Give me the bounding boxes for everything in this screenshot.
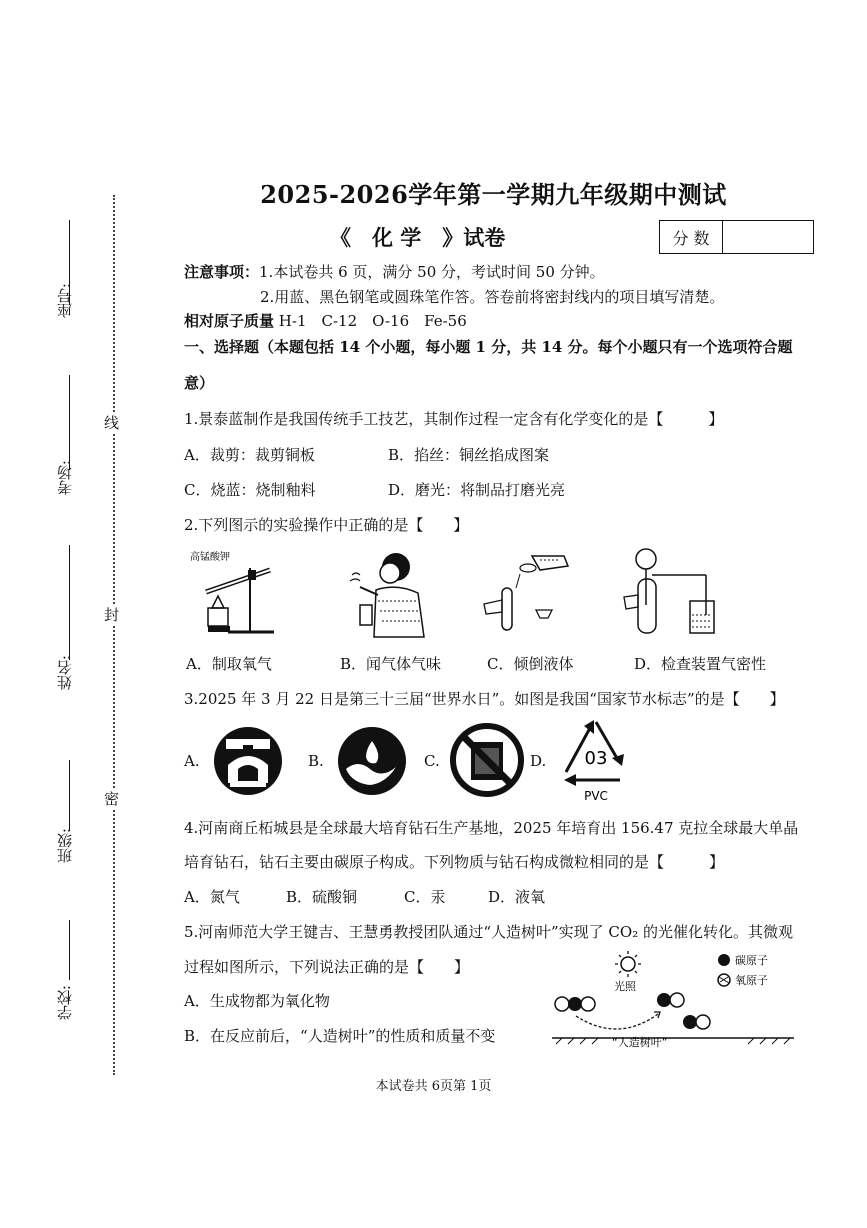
q3-option-a: A. [184,752,200,770]
q3-option-c: C. [424,752,440,770]
sun-icon [615,951,641,977]
q4-option-c: C．汞 [404,888,446,906]
q2-image-d [620,545,715,640]
school-line [69,920,70,980]
q3-option-d: D. [530,752,547,770]
q2-image-c [480,548,575,638]
class-label: 班级: [56,828,74,864]
q4-option-d: D．液氧 [488,888,546,906]
exam-room-label: 考场: [56,460,74,496]
q5-stem-1: 5.河南师范大学王键吉、王慧勇教授团队通过“人造树叶”实现了 CO₂ 的光催化转化。其微观 [184,923,793,941]
q2-option-b: B．闻气体气味 [340,655,442,673]
q5-option-b: B．在反应前后，“人造树叶”的性质和质量不变 [184,1027,496,1045]
q1-option-b: B．掐丝：铜丝掐成图案 [388,446,550,464]
q5-option-a: A．生成物都为氧化物 [184,992,330,1010]
seal-dotted-line [113,195,115,1075]
recycle-text: PVC [584,789,608,803]
seal-mark-secret: 密 [104,790,120,808]
section-heading: 一、选择题（本题包括 14 个小题，每小题 1 分，共 14 分。每个小题只有一个选项符合题 [184,338,793,356]
q2-image-a-label: 高锰酸钾 [190,552,230,563]
subject-line: 《 化 学 》试卷 [330,225,506,250]
o2-molecule [683,1015,710,1029]
q2-option-d: D．检查装置气密性 [634,655,767,673]
q2-image-a [188,548,278,638]
q4-stem-2: 培育钻石，钻石主要由碳原子构成。下列物质与钻石构成微粒相同的是【 】 [184,853,725,871]
page-footer: 本试卷共 6页第 1页 [375,1079,492,1094]
section-heading-cont: 意） [184,374,215,392]
legend-carbon-label: 碳原子 [735,954,768,967]
atomic-mass-line [184,310,467,331]
q3-image-c [449,722,525,798]
q4-option-b: B．硫酸铜 [286,888,358,906]
seat-label: 座号: [56,283,74,319]
q3-option-b: B. [308,752,324,770]
co2-molecule [555,997,595,1011]
legend-oxygen-label: 氧原子 [735,974,768,987]
q2-option-c: C．倾倒液体 [487,655,574,673]
q2-stem: 2.下列图示的实验操作中正确的是【 】 [184,516,469,534]
name-line [69,545,70,660]
legend-carbon-dot [718,954,730,966]
class-line [69,760,70,830]
atomic-mass-values: H-1 C-12 O-16 Fe-56 [278,312,467,330]
q3-image-b [336,725,408,797]
q1-option-d: D．磨光：将制品打磨光亮 [388,481,566,499]
notice-text-2: 2.用蓝、黑色钢笔或圆珠笔作答。答卷前将密封线内的项目填写清楚。 [260,288,725,306]
score-field[interactable] [723,221,813,253]
q4-stem-1: 4.河南商丘柘城县是全球最大培育钻石生产基地，2025 年培育出 156.47 克拉全球最大单晶 [184,819,799,837]
q2-image-b [338,545,433,640]
q3-image-a [212,725,284,797]
q3-stem: 3.2025 年 3 月 22 日是第三十三届“世界水日”。如图是我国“国家节水标志”的是【 】 [184,690,785,708]
notice-text-1: 1.本试卷共 6 页，满分 50 分，考试时间 50 分钟。 [259,263,605,281]
q5-stem-2: 过程如图所示，下列说法正确的是【 】 [184,958,470,976]
q2-option-a: A．制取氧气 [186,655,272,673]
seal-mark-line: 线 [104,414,120,432]
atomic-mass-label: 相对原子质量 [184,312,275,330]
q3-image-d-recycle [556,716,636,806]
seal-mark-seal: 封 [104,606,120,624]
name-label: 姓名: [56,655,74,691]
q1-option-a: A．裁剪：裁剪铜板 [184,446,315,464]
score-box [659,220,814,254]
q1-option-c: C．烧蓝：烧制釉料 [184,481,316,499]
q5-diagram [548,948,798,1053]
notice-line-1 [184,261,605,282]
co-molecule [657,993,684,1007]
light-label: 光照 [614,980,636,993]
exam-room-line [69,375,70,470]
q1-stem: 1.景泰蓝制作是我国传统手工技艺，其制作过程一定含有化学变化的是【 】 [184,410,724,428]
school-label: 学校: [56,985,74,1021]
exam-title: 2025-2026学年第一学期九年级期中测试 [260,180,727,209]
score-label: 分 数 [660,221,723,253]
recycle-number: 03 [584,748,608,769]
q4-option-a: A．氮气 [184,888,240,906]
leaf-label: “人造树叶” [612,1036,668,1049]
notice-label: 注意事项： [184,263,260,281]
